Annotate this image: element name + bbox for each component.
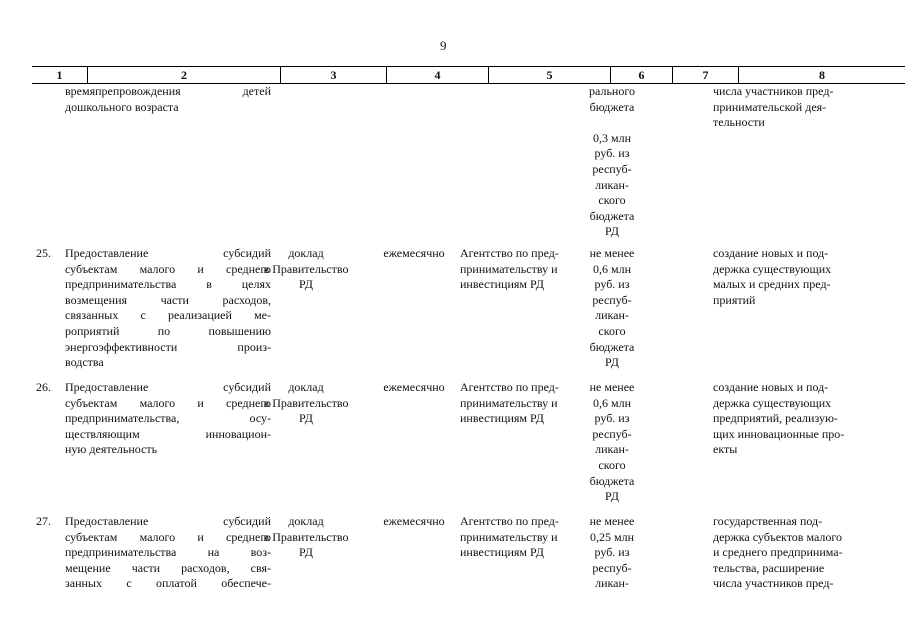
continuation-description: времяпрепровождения детей дошкольного возраста <box>65 84 271 114</box>
row-number: 26. <box>36 380 51 394</box>
row-responsible: Агентство по пред- принимательству и инвестициям РД <box>460 514 559 560</box>
header-col-1: 1 <box>56 68 63 82</box>
row-description: Предоставление субсидий субъектам малого и среднего предпринимательства в целях возмещения части расходов, связанных с реализацией ме- роприятий по повышению энергоэффективности произ- водства <box>65 246 271 370</box>
row-result: создание новых и под- держка существующих малых и средних пред- приятий <box>713 246 832 307</box>
row-description: Предоставление субсидий субъектам малого и среднего предпринимательства на воз- мещение части расходов, свя- занных с оплатой обеспече- <box>65 514 271 591</box>
row-funding: не менее 0,6 млн руб. из респуб- ликан- ского бюджета РД <box>589 380 635 504</box>
row-responsible: Агентство по пред- принимательству и инвестициям РД <box>460 246 559 292</box>
row-description: Предоставление субсидий субъектам малого и среднего предпринимательства, осу- ществляющим инновацион- ную деятельность <box>65 380 271 457</box>
header-col-8: 8 <box>738 67 905 83</box>
header-col-2: 2 <box>87 67 280 83</box>
row-funding: не менее 0,25 млн руб. из респуб- ликан- <box>589 514 635 591</box>
header-col-4: 4 <box>386 67 488 83</box>
continuation-result: числа участников пред- принимательской дея- тельности <box>713 84 834 130</box>
continuation-funding: рального бюджета 0,3 млн руб. из респуб- ликан- ского бюджета РД <box>589 84 635 239</box>
row-frequency: ежемесячно <box>383 514 445 528</box>
page-number: 9 <box>440 38 447 53</box>
row-responsible: Агентство по пред- принимательству и инвестициям РД <box>460 380 559 426</box>
row-frequency: ежемесячно <box>383 246 445 260</box>
row-number: 25. <box>36 246 51 260</box>
row-result: государственная под- держка субъектов малого и среднего предпринима- тельства, расширение числа участников пред- <box>713 514 843 591</box>
row-number: 27. <box>36 514 51 528</box>
row-report-form: доклад в Правительство РД <box>263 514 349 560</box>
header-col-7: 7 <box>672 67 738 83</box>
row-frequency: ежемесячно <box>383 380 445 394</box>
header-col-3: 3 <box>280 67 386 83</box>
row-result: создание новых и под- держка существующих предприятий, реализую- щих инновационные про- екты <box>713 380 845 457</box>
row-funding: не менее 0,6 млн руб. из респуб- ликан- ского бюджета РД <box>589 246 635 370</box>
row-report-form: доклад в Правительство РД <box>263 246 349 292</box>
header-col-5: 5 <box>488 67 610 83</box>
row-report-form: доклад в Правительство РД <box>263 380 349 426</box>
table-header <box>32 66 905 84</box>
header-col-6: 6 <box>610 67 672 83</box>
